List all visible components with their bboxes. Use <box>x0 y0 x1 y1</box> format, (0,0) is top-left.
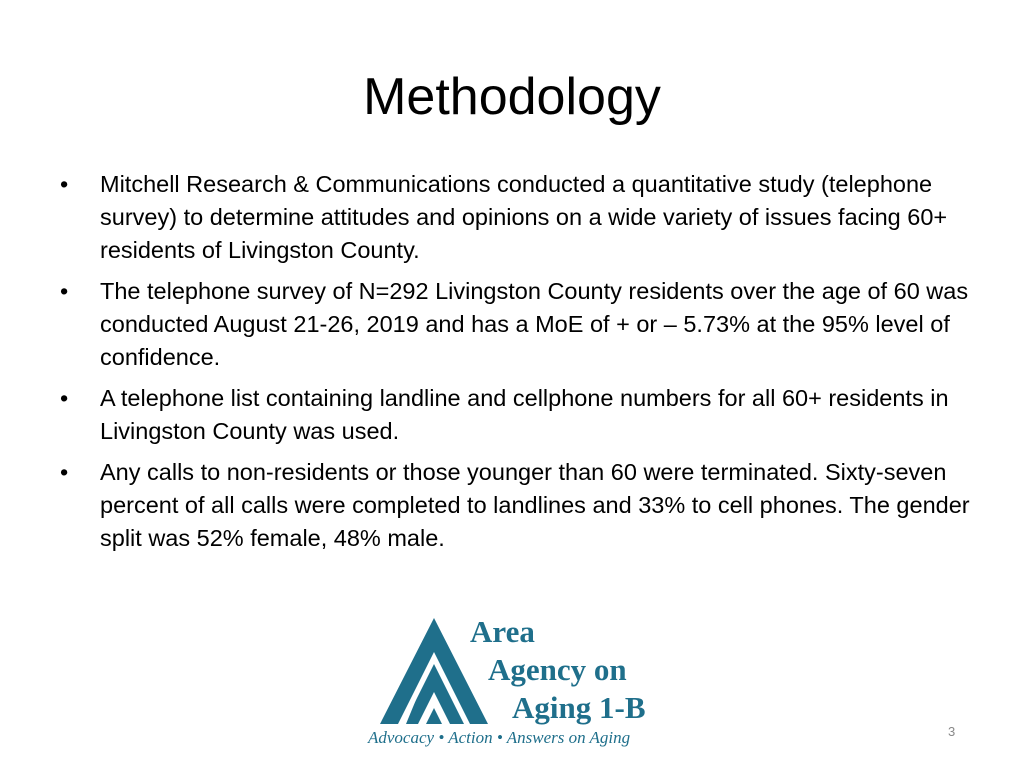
bullet-list <box>60 168 970 563</box>
logo-line-3: Aging 1-B <box>512 690 646 725</box>
bullet-glyph: • <box>60 459 69 485</box>
logo-line-1: Area <box>470 614 535 649</box>
bullet-text: The telephone survey of N=292 Livingston County residents over the age of 60 was conducted August 21-26, 2019 and has a MoE of + or – 5.73% at the 95% level of confidence. <box>100 278 969 370</box>
bullet-item <box>60 275 970 374</box>
logo-line-2: Agency on <box>488 652 627 687</box>
bullet-text: Any calls to non-residents or those younger than 60 were terminated. Sixty-seven percent of all calls were completed to landlines and 33% to cell phones. The gender split was 52% female, 48% male. <box>100 459 970 551</box>
page-number: 3 <box>948 724 956 739</box>
mountain-triangle-icon <box>362 612 662 730</box>
agency-logo <box>362 612 662 758</box>
bullet-item <box>60 168 970 267</box>
bullet-text: A telephone list containing landline and cellphone numbers for all 60+ residents in Livingston County was used. <box>100 385 949 444</box>
bullet-item <box>60 382 970 448</box>
bullet-text: Mitchell Research & Communications conducted a quantitative study (telephone survey) to determine attitudes and opinions on a wide variety of issues facing 60+ residents of Livingston County. <box>100 171 948 263</box>
bullet-item <box>60 456 970 555</box>
bullet-glyph: • <box>60 171 69 197</box>
bullet-glyph: • <box>60 385 69 411</box>
logo-tagline: Advocacy • Action • Answers on Aging <box>368 728 631 747</box>
bullet-glyph: • <box>60 278 69 304</box>
slide-title: Methodology <box>363 68 661 126</box>
